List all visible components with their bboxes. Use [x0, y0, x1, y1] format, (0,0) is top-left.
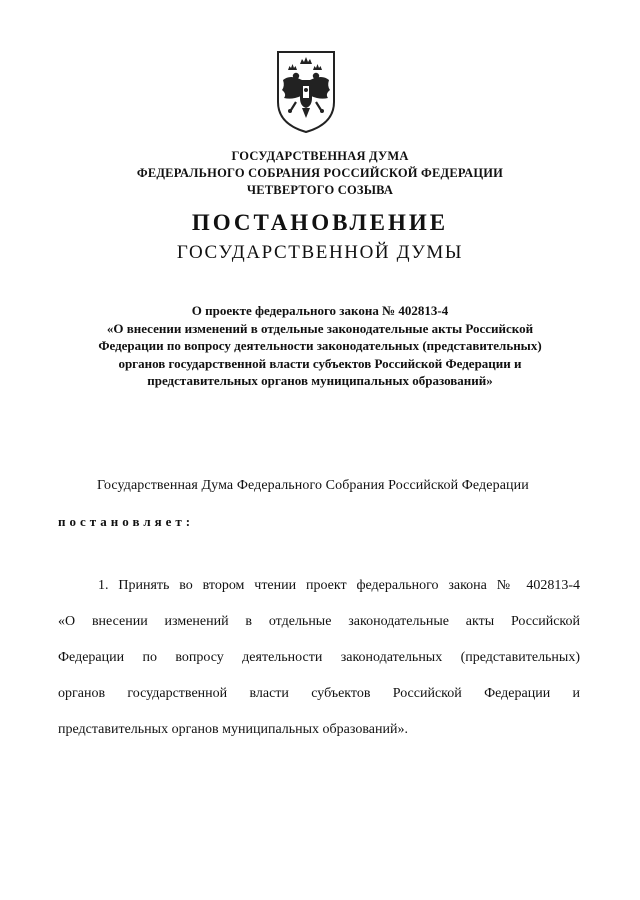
subject-line: О проекте федерального закона № 402813-4 [191, 303, 449, 318]
header-line-2: ФЕДЕРАЛЬНОГО СОБРАНИЯ РОССИЙСКОЙ ФЕДЕРАЦИИ [136, 166, 504, 180]
document-title: ПОСТАНОВЛЕНИЕ [191, 210, 449, 235]
paragraph-line: представительных органов муниципальных образований». [58, 722, 408, 737]
header-line-3: ЧЕТВЕРТОГО СОЗЫВА [246, 183, 394, 197]
issuer-header [40, 148, 600, 199]
subject-block [60, 302, 580, 390]
header-line-1: ГОСУДАРСТВЕННАЯ ДУМА [231, 149, 409, 163]
paragraph-line: органов государственной власти субъектов Российской Федерации и [58, 686, 580, 701]
subject-line: Федерации по вопросу деятельности законодательных (представительных) [98, 338, 542, 353]
paragraph-line: 1. Принять во втором чтении проект федерального закона № 402813-4 [98, 578, 580, 593]
paragraph-line: «О внесении изменений в отдельные законодательные акты Российской [58, 614, 580, 629]
subject-line: «О внесении изменений в отдельные законодательные акты Российской [106, 320, 534, 336]
paragraph-line: Федерации по вопросу деятельности законодательных (представительных) [58, 650, 580, 665]
decree-word: постановляет: [58, 514, 195, 529]
subject-line: представительных органов муниципальных образований» [147, 373, 493, 388]
subject-line: органов государственной власти субъектов Российской Федерации и [118, 355, 522, 371]
document-subtitle: ГОСУДАРСТВЕННОЙ ДУМЫ [176, 242, 464, 263]
coat-of-arms-icon [274, 50, 338, 134]
intro-text: Государственная Дума Федерального Собрания Российской Федерации [97, 478, 529, 493]
